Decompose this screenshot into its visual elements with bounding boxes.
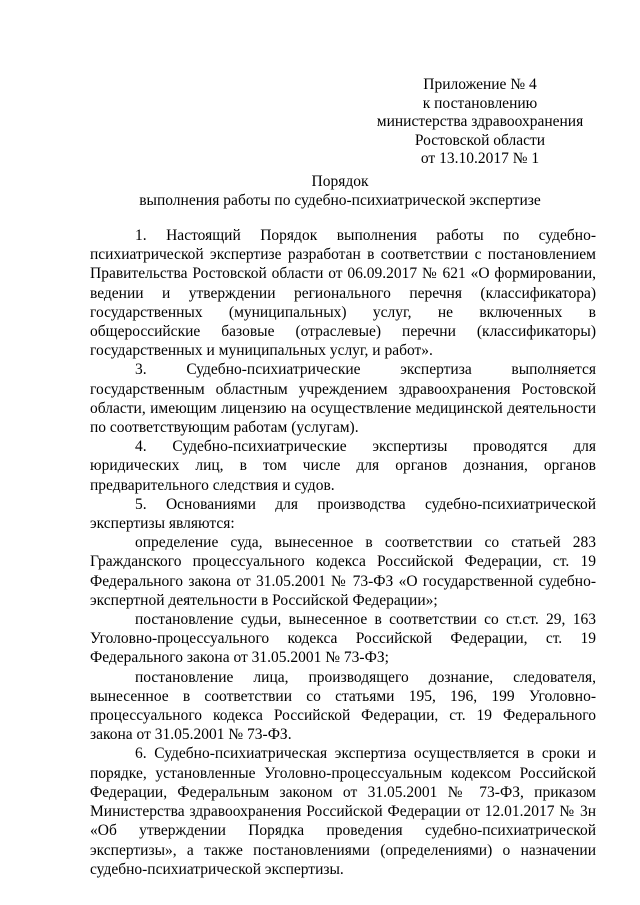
document-body <box>90 226 596 879</box>
paragraph-5-item-2: постановление судьи, вынесенное в соответствии со ст.ст. 29, 163 Уголовно-процессуального кодекса Российской Федерации, ст. 19 Федерального закона от 31.05.2001 № 73-ФЗ; <box>90 611 596 667</box>
title-line-2: выполнения работы по судебно-психиатрической экспертизе <box>139 192 541 209</box>
title-line-1: Порядок <box>311 173 369 190</box>
paragraph-5: 5. Основаниями для производства судебно-психиатрической экспертизы являются: <box>90 495 596 533</box>
appendix-line-2: к постановлению <box>422 94 538 112</box>
appendix-line-4: Ростовской области <box>414 131 546 149</box>
appendix-line-3: министерства здравоохранения <box>376 113 584 130</box>
document-title <box>90 172 590 210</box>
appendix-line-1: Приложение № 4 <box>423 76 537 93</box>
paragraph-6: 6. Судебно-психиатрическая экспертиза осуществляется в сроки и порядке, установленные Уголовно-процессуальным кодексом Российской Федерации, Федеральным законом от 31.05.2001 № 73-ФЗ, приказом Министерства здравоохранения Российской Федерации от 12.01.2017 № 3н «Об утверждении Порядка проведения судебно-психиатрической экспертизы», а также постановлениями (определениями) о назначении судебно-психиатрической экспертизы. <box>90 745 596 878</box>
paragraph-4: 4. Судебно-психиатрические экспертизы проводятся для юридических лиц, в том числе для органов дознания, органов предварительного следствия и судов. <box>90 438 596 494</box>
paragraph-1: 1. Настоящий Порядок выполнения работы по судебно-психиатрической экспертизе разработан в соответствии с постановлением Правительства Ростовской области от 06.09.2017 № 621 «О формировании, ведении и утверждении регионального перечня (классификатора) государственных (муниципальных) услуг, не включенных в общероссийские базовые (отраслевые) перечни (классификаторы) государственных и муниципальных услуг, и работ». <box>90 227 596 360</box>
paragraph-5-item-1: определение суда, вынесенное в соответствии со статьей 283 Гражданского процессуального кодекса Российской Федерации, ст. 19 Федерального закона от 31.05.2001 № 73-ФЗ «О государственной судебно-экспертной деятельности в Российской Федерации»; <box>90 534 596 609</box>
appendix-header <box>340 76 620 169</box>
paragraph-5-item-3: постановление лица, производящего дознание, следователя, вынесенное в соответствии со статьями 195, 196, 199 Уголовно-процессуального кодекса Российской Федерации, ст. 19 Федерального закона от 31.05.2001 № 73-ФЗ. <box>90 668 596 744</box>
appendix-line-5: от 13.10.2017 № 1 <box>420 150 540 167</box>
paragraph-3: 3. Судебно-психиатрические экспертиза выполняется государственным областным учреждением здравоохранения Ростовской области, имеющим лицензию на осуществление медицинской деятельности по соответствующим работам (услугам). <box>90 361 596 437</box>
